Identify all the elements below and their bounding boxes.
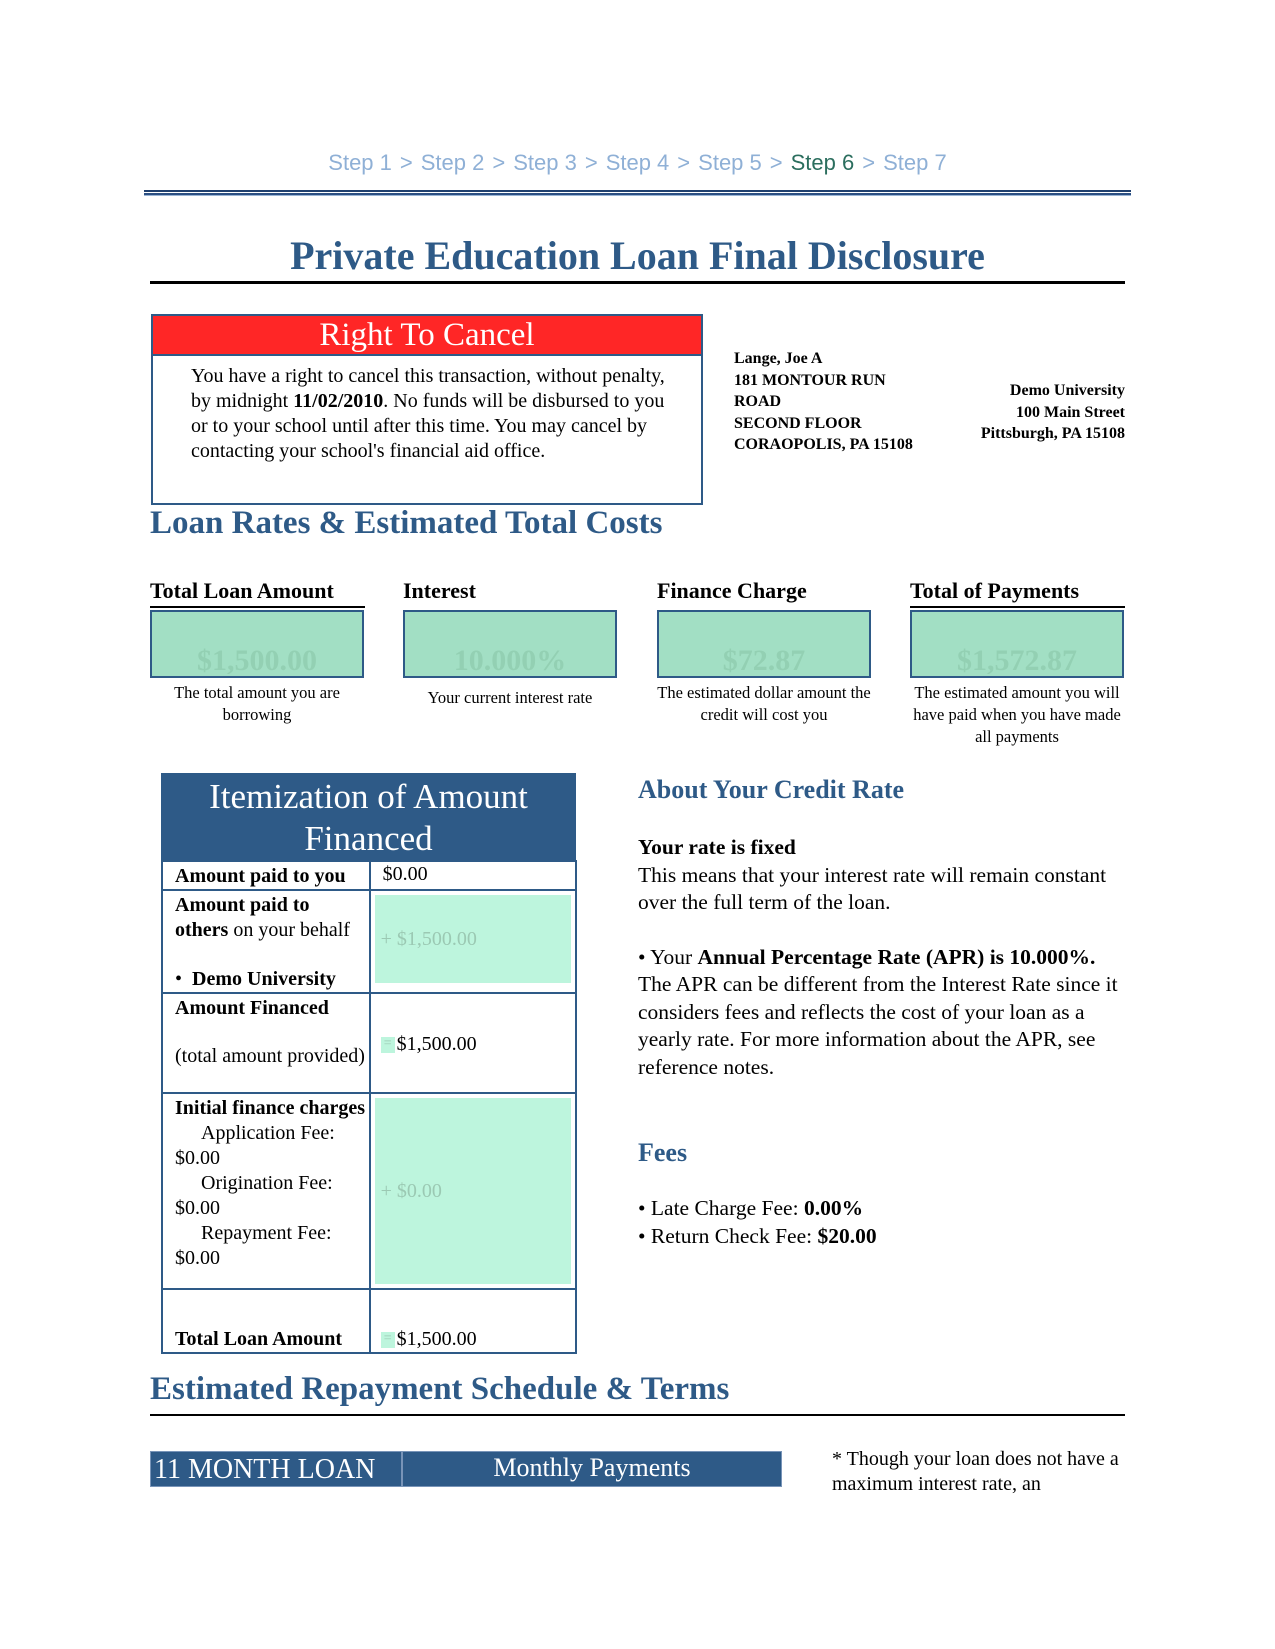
return-fee-value: $20.00 bbox=[817, 1223, 877, 1248]
step-separator: > bbox=[584, 150, 598, 175]
fixed-rate-heading: Your rate is fixed bbox=[638, 835, 796, 859]
step-separator: > bbox=[862, 150, 876, 175]
paid-to-others-value: + $1,500.00 bbox=[375, 895, 571, 983]
cancel-deadline-date: 11/02/2010 bbox=[293, 390, 384, 412]
cancel-text-start: You have a right to cancel this transaction, without penalty, by midnight bbox=[191, 365, 665, 412]
total-loan-value: $1,500.00 bbox=[396, 1328, 477, 1350]
paid-to-others-label-rest: on your behalf bbox=[228, 919, 350, 941]
rate-card-label: Interest bbox=[403, 578, 476, 603]
borrower-city: CORAOPOLIS, PA 15108 bbox=[734, 436, 913, 453]
paid-to-you-value: $0.00 bbox=[370, 861, 576, 890]
step-link-2[interactable]: Step 2 bbox=[420, 150, 485, 175]
step-link-4[interactable]: Step 4 bbox=[605, 150, 670, 175]
school-street: 100 Main Street bbox=[1015, 403, 1125, 421]
apr-line bbox=[638, 944, 1138, 972]
step-link-5[interactable]: Step 5 bbox=[698, 150, 762, 175]
late-fee-value: 0.00% bbox=[803, 1196, 864, 1220]
itemization-table bbox=[161, 860, 577, 1354]
step-current-6: Step 6 bbox=[790, 150, 855, 175]
right-to-cancel-box bbox=[151, 314, 703, 505]
finance-charges-label bbox=[162, 1093, 370, 1289]
rate-card-value-box bbox=[150, 610, 364, 678]
rate-card-description: The total amount you are borrowing bbox=[174, 683, 340, 724]
step-link-1[interactable]: Step 1 bbox=[328, 150, 392, 175]
origination-fee-value: $0.00 bbox=[175, 1197, 220, 1219]
fixed-rate-text: This means that your interest rate will remain constant over the full term of the loan. bbox=[638, 862, 1107, 914]
finance-charges-cell bbox=[370, 1093, 576, 1289]
late-fee-label: • Late Charge Fee: bbox=[638, 1196, 804, 1220]
step-separator: > bbox=[399, 150, 413, 175]
rate-card-rule bbox=[910, 606, 1125, 608]
credit-rate-heading: About Your Credit Rate bbox=[638, 775, 905, 804]
total-loan-label-text: Total Loan Amount bbox=[175, 1328, 343, 1350]
late-fee-line bbox=[638, 1195, 1138, 1223]
rate-card-value: 10.000% bbox=[453, 644, 567, 674]
total-loan-label bbox=[162, 1289, 370, 1353]
rate-card-label: Total Loan Amount bbox=[150, 578, 334, 603]
rate-card-description: The estimated dollar amount the credit will cost you bbox=[657, 683, 871, 724]
total-loan-cell bbox=[370, 1289, 576, 1353]
borrower-address-line2: SECOND FLOOR bbox=[734, 414, 862, 432]
table-row bbox=[162, 890, 576, 993]
return-fee-line bbox=[638, 1223, 1138, 1251]
paid-to-you-label bbox=[162, 861, 370, 890]
finance-charges-value: + $0.00 bbox=[375, 1098, 571, 1284]
step-link-3[interactable]: Step 3 bbox=[513, 150, 577, 175]
fees-heading: Fees bbox=[638, 1138, 688, 1167]
rate-card-finance-charge bbox=[657, 578, 872, 724]
origination-fee-line bbox=[175, 1171, 366, 1221]
rate-card-value-box bbox=[403, 610, 617, 678]
paid-to-you-label-text: Amount paid to you bbox=[175, 865, 346, 887]
repayment-fee-value: $0.00 bbox=[175, 1247, 220, 1269]
rate-card-value-box bbox=[910, 610, 1124, 678]
table-row bbox=[162, 1289, 576, 1353]
repayment-fee-label: Repayment Fee: bbox=[201, 1222, 332, 1244]
recipient-name: Demo University bbox=[192, 968, 336, 990]
rate-card-value: $72.87 bbox=[722, 644, 806, 674]
page-title: Private Education Loan Final Disclosure bbox=[290, 233, 985, 278]
amount-financed-cell bbox=[370, 993, 576, 1093]
rate-card-value: $1,572.87 bbox=[957, 644, 1077, 674]
borrower-name: Lange, Joe A bbox=[734, 350, 823, 367]
repayment-fee-line bbox=[175, 1221, 366, 1271]
table-row bbox=[162, 861, 576, 890]
nav-divider bbox=[144, 190, 1131, 196]
rate-card-total-payments bbox=[910, 578, 1125, 746]
paid-to-others-label-bold: Amount paid to others bbox=[175, 894, 310, 941]
right-to-cancel-text bbox=[191, 364, 671, 464]
itemization-heading bbox=[161, 773, 576, 860]
application-fee-value: $0.00 bbox=[175, 1147, 220, 1169]
rate-card-value: $1,500.00 bbox=[197, 644, 317, 674]
table-row bbox=[162, 1093, 576, 1289]
application-fee-label: Application Fee: bbox=[201, 1122, 335, 1144]
step-separator: > bbox=[769, 150, 783, 175]
cancel-text-end: . No funds will be disbursed to you or to your school until after this time. You may cancel by contacting your school's financial aid office. bbox=[191, 390, 665, 462]
right-to-cancel-heading: Right To Cancel bbox=[153, 316, 701, 356]
amount-financed-label bbox=[162, 993, 370, 1093]
rate-card-interest bbox=[403, 578, 618, 707]
amount-financed-note: (total amount provided) bbox=[175, 1045, 365, 1067]
application-fee-line bbox=[175, 1121, 366, 1171]
loan-term-bar bbox=[150, 1451, 782, 1487]
finance-charges-label-text: Initial finance charges bbox=[175, 1097, 365, 1119]
school-address bbox=[940, 380, 1125, 445]
return-fee-label: • Return Check Fee: bbox=[638, 1223, 818, 1248]
rate-card-rule bbox=[150, 606, 365, 608]
fees-list bbox=[638, 1195, 1138, 1250]
rate-card-description: The estimated amount you will have paid when you have made all payments bbox=[913, 683, 1121, 746]
table-row bbox=[162, 993, 576, 1093]
apr-explanation: The APR can be different from the Interest Rate since it considers fees and reflects the cost of your loan as a yearly rate. For more information about the APR, see reference notes. bbox=[638, 972, 1118, 1079]
paid-to-others-label bbox=[162, 890, 370, 993]
rate-card-description: Your current interest rate bbox=[427, 688, 593, 707]
equals-mark: = bbox=[381, 1332, 395, 1348]
step-navigation bbox=[0, 150, 1275, 176]
origination-fee-label: Origination Fee: bbox=[201, 1172, 333, 1194]
amount-financed-label-text: Amount Financed bbox=[175, 997, 329, 1019]
itemization-heading-text: Itemization of Amount Financed bbox=[209, 777, 528, 858]
apr-prefix: • Your bbox=[638, 944, 698, 969]
paid-to-others-cell bbox=[370, 890, 576, 993]
title-underline bbox=[150, 281, 1125, 284]
monthly-payments-label: Monthly Payments bbox=[493, 1453, 691, 1482]
rate-card-label: Finance Charge bbox=[657, 578, 807, 603]
rate-card-total-loan bbox=[150, 578, 365, 724]
rate-card-label: Total of Payments bbox=[910, 578, 1080, 603]
school-name: Demo University bbox=[1009, 382, 1125, 399]
credit-rate-body bbox=[638, 834, 1138, 1081]
step-separator: > bbox=[492, 150, 506, 175]
recipient-bullet: • Demo University bbox=[175, 968, 336, 990]
equals-mark: = bbox=[381, 1037, 395, 1053]
amount-financed-value: $1,500.00 bbox=[396, 1033, 477, 1055]
borrower-address bbox=[734, 348, 934, 456]
loan-rates-heading: Loan Rates & Estimated Total Costs bbox=[150, 505, 663, 541]
repayment-underline bbox=[150, 1414, 1125, 1416]
rate-card-value-box bbox=[657, 610, 871, 678]
borrower-street: 181 MONTOUR RUN ROAD bbox=[734, 371, 886, 410]
loan-term-label: 11 MONTH LOAN bbox=[154, 1454, 376, 1485]
step-separator: > bbox=[677, 150, 691, 175]
repayment-heading: Estimated Repayment Schedule & Terms bbox=[150, 1371, 730, 1407]
apr-value: Annual Percentage Rate (APR) is 10.000%. bbox=[697, 944, 1096, 969]
school-city: Pittsburgh, PA 15108 bbox=[980, 425, 1125, 442]
step-link-7[interactable]: Step 7 bbox=[883, 150, 947, 175]
max-rate-note: * Though your loan does not have a maximum interest rate, an bbox=[832, 1448, 1119, 1495]
